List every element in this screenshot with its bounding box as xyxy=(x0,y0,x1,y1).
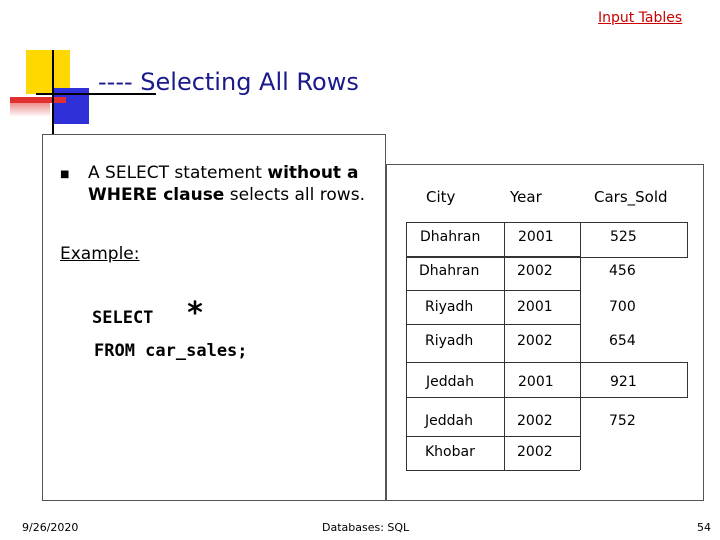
table-cell-city: Jeddah xyxy=(426,374,474,390)
table-cell-year: 2001 xyxy=(517,299,553,315)
table-cell-cars-sold: 700 xyxy=(609,299,636,315)
title-decoration-red-fade xyxy=(10,103,50,117)
sql-from-clause: FROM car_sales; xyxy=(94,341,248,361)
table-cell-year: 2001 xyxy=(518,374,554,390)
table-cell-city: Dhahran xyxy=(419,263,480,279)
table-grid-left xyxy=(406,222,407,470)
table-cell-city: Jeddah xyxy=(425,413,473,429)
table-row xyxy=(406,222,688,258)
sql-select-keyword: SELECT xyxy=(92,308,154,328)
table-grid-row xyxy=(406,256,580,257)
table-row xyxy=(406,362,688,398)
input-tables-link[interactable]: Input Tables xyxy=(598,10,683,26)
slide-title: ---- Selecting All Rows xyxy=(98,68,359,96)
table-cell-cars-sold: 921 xyxy=(610,374,637,390)
table-cell-year: 2002 xyxy=(517,263,553,279)
table-cell-city: Dhahran xyxy=(420,229,481,245)
footer-page-number: 54 xyxy=(697,521,711,534)
bullet-text-part1: A SELECT statement xyxy=(88,163,268,183)
title-decoration-vertical-line xyxy=(52,50,54,134)
table-grid-row xyxy=(406,324,580,325)
table-row xyxy=(406,256,686,290)
table-grid-bottom xyxy=(406,470,580,471)
footer-course-title: Databases: SQL xyxy=(322,521,410,534)
table-header-city: City xyxy=(426,188,456,206)
table-grid-col2 xyxy=(580,222,581,470)
table-cell-cars-sold: 525 xyxy=(610,229,637,245)
bullet-text-bold: without a WHERE clause xyxy=(88,163,359,205)
table-cell-year: 2002 xyxy=(517,444,553,460)
table-cell-year: 2002 xyxy=(517,413,553,429)
footer-date: 9/26/2020 xyxy=(22,521,79,534)
table-row xyxy=(406,436,686,470)
table-cell-year: 2001 xyxy=(518,229,554,245)
table-cell-year: 2002 xyxy=(517,333,553,349)
table-cell-city: Khobar xyxy=(425,444,475,460)
table-grid-row xyxy=(406,436,580,437)
sql-star: * xyxy=(186,296,205,331)
table-cell-cars-sold: 654 xyxy=(609,333,636,349)
table-cell-city: Riyadh xyxy=(425,333,474,349)
table-row xyxy=(406,324,686,358)
bullet-text-part2: selects all rows. xyxy=(224,185,365,205)
table-cell-city: Riyadh xyxy=(425,299,474,315)
table-cell-cars-sold: 752 xyxy=(609,413,636,429)
table-grid-row xyxy=(406,290,580,291)
table-cell-cars-sold: 456 xyxy=(609,263,636,279)
table-header-year: Year xyxy=(510,188,542,206)
bullet-square-icon: ■ xyxy=(60,169,70,180)
bullet-text xyxy=(88,162,388,206)
table-header-cars-sold: Cars_Sold xyxy=(594,188,668,206)
example-label: Example: xyxy=(60,244,140,264)
table-row xyxy=(406,402,686,436)
table-grid-col1 xyxy=(504,222,505,470)
table-row xyxy=(406,290,686,324)
